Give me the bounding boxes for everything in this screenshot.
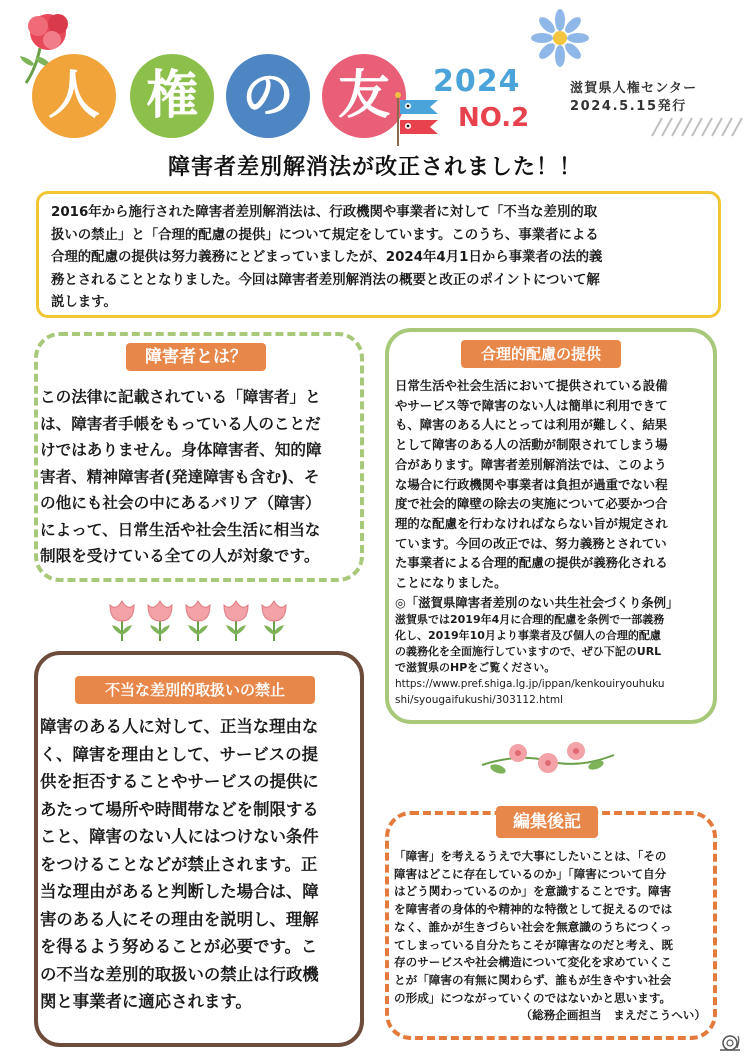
text-line: な場合に行政機関や事業者は負担が過重でない程 — [395, 476, 668, 492]
text-line: の不当な差別的取扱いの禁止は行政機 — [40, 964, 319, 984]
text-line: く、障害を理由として、サービスの提 — [40, 744, 318, 764]
text-line: 障害はどこに存在しているのか」「障害について自分 — [394, 866, 667, 881]
text-line: てしまっている自分たちこそが障害なのだと考え、既 — [394, 937, 673, 952]
text-line: なく、誰かが生きづらい社会を無意識のうちにつくっ — [394, 919, 672, 934]
intro-line: 2016年から施行された障害者差別解消法は、行政機関や事業者に対して「不当な差別的取 — [51, 205, 598, 220]
text-line: を得るよう努めることが必要です。こ — [40, 937, 318, 956]
issue-year: 2024 — [433, 64, 521, 99]
koinobori-icon — [392, 92, 448, 148]
text-line: とが「障害の有無に関わらず、誰もが生きやすい社会 — [394, 972, 672, 987]
text-line: によって、日常生活や社会生活に相当な — [40, 520, 321, 539]
text-line: の義務化を全面施行していますので、ぜひ下記のURL — [395, 645, 662, 659]
intro-box — [36, 191, 721, 318]
text-line: 合があります。障害者差別解消法では、このよう — [395, 456, 667, 472]
text-line: 存のサービスや社会構造について変化を求めていくこ — [394, 955, 673, 970]
text-line: 化し、2019年10月より事業者及び個人の合理的配慮 — [395, 629, 661, 643]
text-line: 滋賀県では2019年4月に合理的配慮を条例で一部義務 — [395, 613, 665, 627]
text-line: 「障害」を考えるうえで大事にしたいことは、「その — [394, 849, 667, 863]
publisher-name: 滋賀県人権センター — [570, 81, 698, 96]
intro-line: 務とされることとなりました。今回は障害者差別解消法の概要と改正のポイントについて解 — [51, 272, 600, 288]
text-line: この法律に記載されている「障害者」と — [40, 388, 321, 406]
intro-text — [51, 202, 706, 315]
section-editorial-text — [394, 848, 712, 1025]
text-line: こと、障害のない人にはつけない条件 — [40, 827, 319, 846]
text-line: の形成」につながっていくのではないかと思います。 — [394, 990, 672, 1005]
text-line: あたって場所や時間帯などを制限する — [40, 799, 319, 819]
text-line: けではありません。身体障害者、知的障 — [40, 441, 322, 459]
text-line: はどう関わっているのか」を意識することです。障害 — [394, 884, 672, 899]
text-line: 障害のある人に対して、正当な理由な — [40, 717, 319, 736]
tulip-row-illustration — [104, 597, 296, 643]
section-prohibition-label: 不当な差別的取扱いの禁止 — [75, 676, 315, 704]
title-char-2: 権 — [130, 54, 214, 138]
text-line: ています。今回の改正では、努力義務とされてい — [395, 535, 667, 551]
text-line: をつけることなどが禁止されます。正 — [40, 854, 318, 874]
ordinance-url[interactable]: https://www.pref.shiga.lg.jp/ippan/kenkouiryouhuku — [395, 678, 665, 691]
intro-line: 扱いの禁止」と「合理的配慮の提供」について規定をしています。このうち、事業者による — [51, 227, 599, 243]
snail-icon — [718, 1030, 744, 1054]
section-disabled-text — [40, 384, 358, 570]
section-reasonable-text — [395, 376, 709, 708]
flower-branch-illustration — [478, 735, 618, 785]
text-line: 関と事業者に適応されます。 — [40, 992, 252, 1011]
section-reasonable-label: 合理的配慮の提供 — [461, 340, 621, 368]
text-line: 理的な配慮を行わなければならない旨が規定され — [395, 515, 668, 531]
issue-number: NO.2 — [458, 103, 530, 133]
text-line: やサービス等で障害のない人は簡単に利用できて — [395, 397, 668, 413]
section-prohibition-text — [40, 713, 358, 1016]
title-char-3: の — [226, 54, 310, 138]
ordinance-title: ◎「滋賀県障害者差別のない共生社会づくり条例」 — [395, 594, 679, 610]
text-line: 度で社会的障壁の除去の実施について必要かつ合 — [395, 496, 668, 512]
text-line: 当な理由があると判断した場合は、障 — [40, 882, 319, 901]
text-line: を障害者の身体的や精神的な特徴として捉えるのでは — [394, 902, 673, 917]
text-line: として障害のある人の活動が制限されてしまう場 — [395, 437, 668, 453]
section-disabled-label: 障害者とは？ — [126, 343, 266, 371]
ordinance-url[interactable]: shi/syougaifukushi/303112.html — [395, 694, 564, 707]
text-line: ことになりました。 — [395, 575, 507, 591]
intro-line: 合理的配慮の提供は努力義務にとどまっていましたが、2024年4月1日から事業者の法的義 — [51, 250, 603, 266]
blue-flower-illustration — [530, 8, 590, 68]
publish-date: 2024.5.15発行 — [570, 99, 687, 114]
text-line: 日常生活や社会生活において提供されている設備 — [395, 378, 668, 393]
text-line: も、障害のある人にとっては利用が難しく、結果 — [395, 417, 668, 433]
text-line: 害のある人にその理由を説明し、理解 — [40, 909, 319, 929]
section-editorial-label: 編集後記 — [496, 806, 598, 838]
stripe-decoration — [648, 116, 744, 138]
text-line: 供を拒否することやサービスの提供に — [40, 772, 319, 791]
editorial-signature: （総務企画担当 まえだこうへい） — [520, 1008, 706, 1023]
headline: 障害者差別解消法が改正されました！！ — [167, 155, 582, 180]
title-char-1: 人 — [32, 54, 116, 138]
text-line: の他にも社会の中にあるバリア（障害） — [40, 494, 321, 512]
text-line: 害者、精神障害者(発達障害も含む)、そ — [40, 467, 320, 486]
title-char-4: 友 — [322, 54, 406, 138]
text-line: た事業者による合理的配慮の提供が義務化される — [395, 555, 668, 571]
text-line: 制限を受けている全ての人が対象です。 — [40, 547, 320, 565]
intro-line: 説します。 — [51, 295, 117, 311]
text-line: は、障害者手帳をもっている人のことだ — [40, 414, 321, 433]
text-line: で滋賀県のHPをご覧ください。 — [395, 661, 556, 675]
